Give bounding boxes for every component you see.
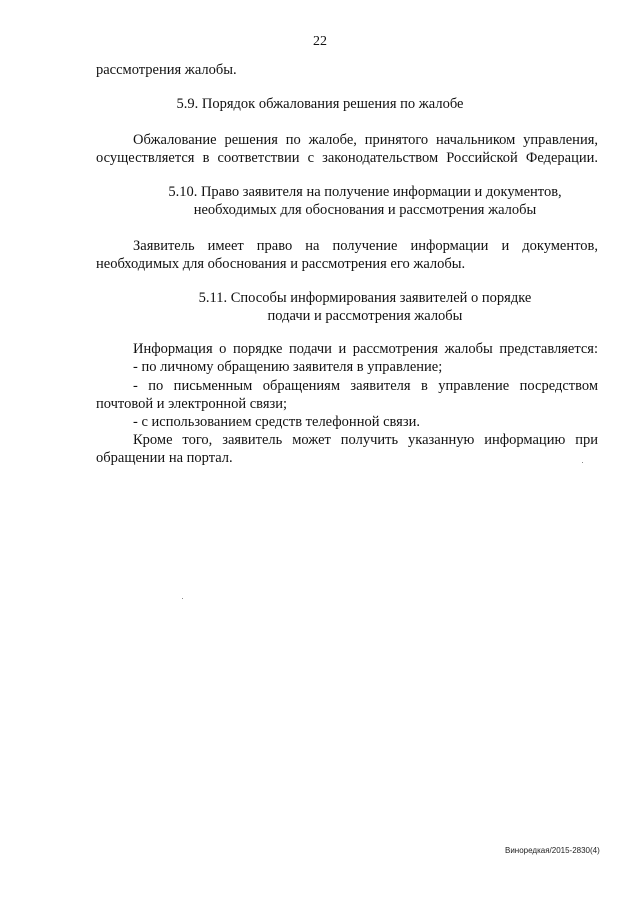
section-5-11-closing-line-2: обращении на портал. bbox=[96, 450, 233, 466]
section-5-9-text-line-2: осуществляется в соответствии с законодательством Российской Федерации. bbox=[96, 150, 598, 166]
section-5-10-heading-line-2: необходимых для обоснования и рассмотрения жалобы bbox=[193, 202, 537, 218]
page-number: 22 bbox=[313, 34, 327, 49]
scan-speck bbox=[582, 462, 583, 463]
section-5-11-heading-line-1: 5.11. Способы информирования заявителей о порядке bbox=[198, 290, 532, 306]
section-5-11-closing-line-1: Кроме того, заявитель может получить указанную информацию при bbox=[133, 432, 598, 448]
section-5-11-item-1: - по личному обращению заявителя в управление; bbox=[133, 359, 443, 375]
continuation-text: рассмотрения жалобы. bbox=[96, 62, 237, 78]
document-footer-code: Виноредкая/2015-2830(4) bbox=[505, 846, 600, 855]
section-5-11-intro: Информация о порядке подачи и рассмотрения жалобы представляется: bbox=[133, 341, 598, 357]
section-5-11-heading-line-2: подачи и рассмотрения жалобы bbox=[267, 308, 463, 324]
section-5-11-item-3: - с использованием средств телефонной связи. bbox=[133, 414, 420, 430]
scan-speck bbox=[182, 598, 183, 599]
section-5-10-heading-line-1: 5.10. Право заявителя на получение информации и документов, bbox=[168, 184, 562, 200]
section-5-9-text-line-1: Обжалование решения по жалобе, принятого начальником управления, bbox=[133, 132, 598, 148]
section-5-10-text-line-2: необходимых для обоснования и рассмотрения его жалобы. bbox=[96, 256, 466, 272]
section-5-9-heading: 5.9. Порядок обжалования решения по жалобе bbox=[176, 96, 464, 112]
section-5-11-item-2-line-1: - по письменным обращениям заявителя в управление посредством bbox=[133, 378, 598, 394]
section-5-10-text-line-1: Заявитель имеет право на получение информации и документов, bbox=[133, 238, 598, 254]
section-5-11-item-2-line-2: почтовой и электронной связи; bbox=[96, 396, 288, 412]
